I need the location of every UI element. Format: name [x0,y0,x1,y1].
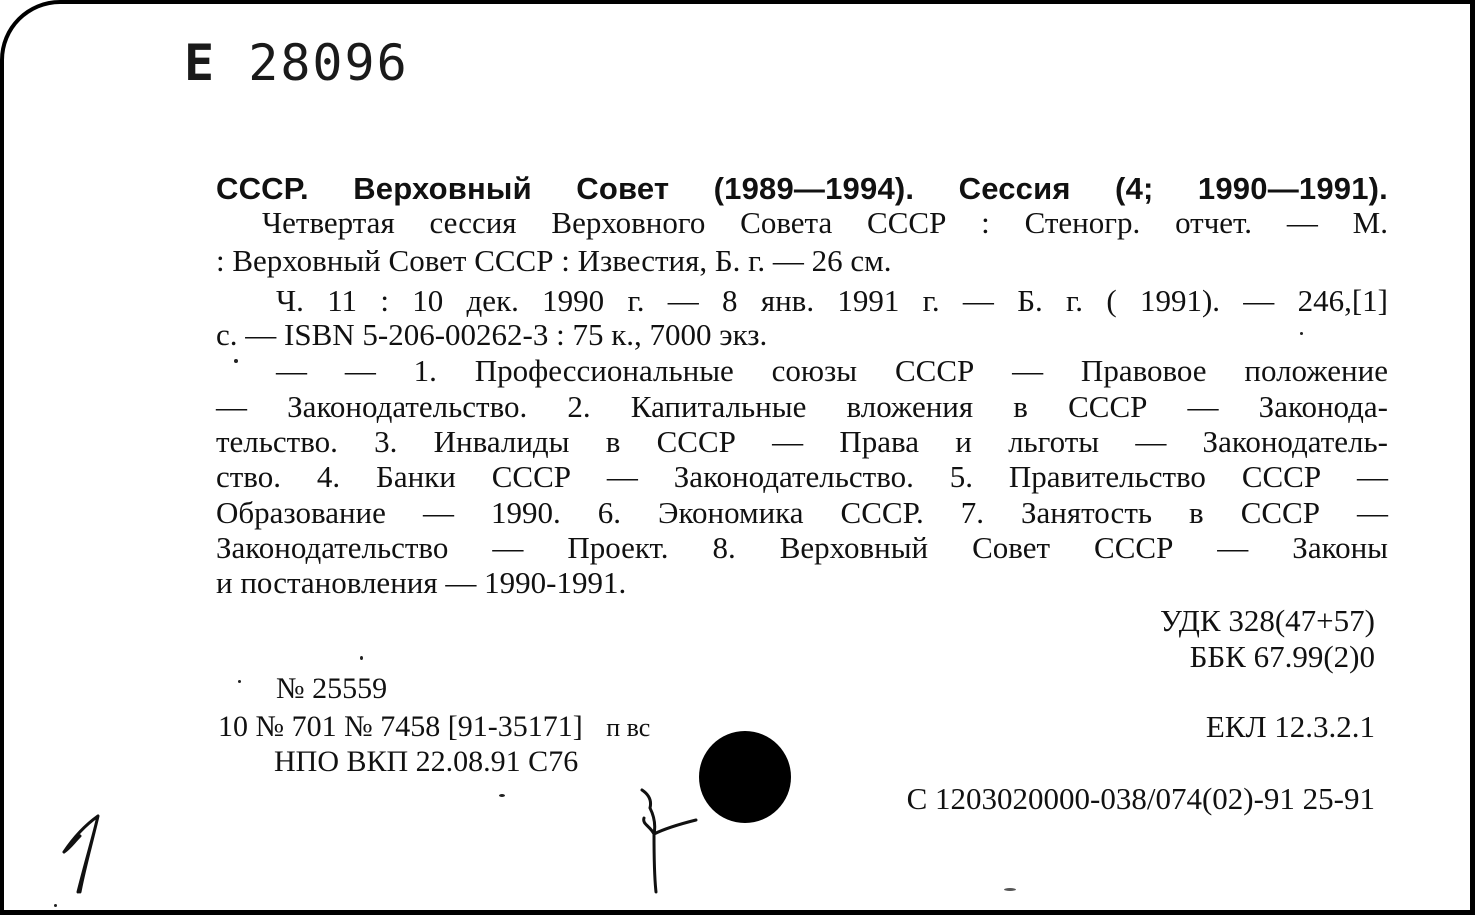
record-number: № 25559 [276,672,388,705]
order-line-main: 10 № 701 № 7458 [91-35171] [218,710,583,743]
speck [234,359,238,363]
title-line-2: : Верховный Совет СССР : Известия, Б. г. — 26 см. [216,243,892,278]
order-line [218,710,650,745]
subject-line-7: и постановления — 1990-1991. [216,565,627,600]
classification-code: С 1203020000-038/074(02)-91 25-91 [906,781,1375,816]
part-line-1: Ч. 11 : 10 дек. 1990 г. — 8 янв. 1991 г. — Б. г. ( 1991). — 246,[1] [276,283,1388,318]
subject-line-5: Образование — 1990. 6. Экономика СССР. 7. Занятость в СССР — [216,495,1388,530]
printer-line: НПО ВКП 22.08.91 С76 [274,745,579,778]
bbk-index: ББК 67.99(2)0 [1189,639,1375,674]
udk-index: УДК 328(47+57) [1159,603,1375,638]
subject-line-4: ство. 4. Банки СССР — Законодательство. 5. Правительство СССР — [216,459,1388,494]
card-heading: СССР. Верховный Совет (1989—1994). Сессия (4; 1990—1991). [216,171,1388,206]
order-line-suffix: п вс [606,713,651,742]
speck [360,656,363,660]
ekl-index: ЕКЛ 12.3.2.1 [1205,709,1375,744]
subject-line-6: Законодательство — Проект. 8. Верховный Совет СССР — Законы [216,530,1388,565]
handwritten-check-stroke [632,784,704,896]
part-line-2: с. — ISBN 5-206-00262-3 : 75 к., 7000 экз. [216,317,768,352]
subject-line-1: — — 1. Профессиональные союзы СССР — Правовое положение [276,353,1388,388]
handwritten-one-mark [58,812,108,896]
subject-line-2: — Законодательство. 2. Капитальные вложения в СССР — Законода- [216,389,1388,424]
title-line-1: Четвертая сессия Верховного Совета СССР : Стеногр. отчет. — М. [262,205,1388,240]
subject-line-3: тельство. 3. Инвалиды в СССР — Права и льготы — Законодатель- [216,424,1388,459]
speck [238,680,241,683]
speck [54,904,57,907]
inventory-digits: 28096 [248,34,409,92]
stamp-dot [699,731,791,823]
speck [499,794,505,797]
inventory-number [184,34,409,92]
speck [1300,332,1303,335]
inventory-letter: Е [184,34,217,92]
speck [1004,888,1016,891]
